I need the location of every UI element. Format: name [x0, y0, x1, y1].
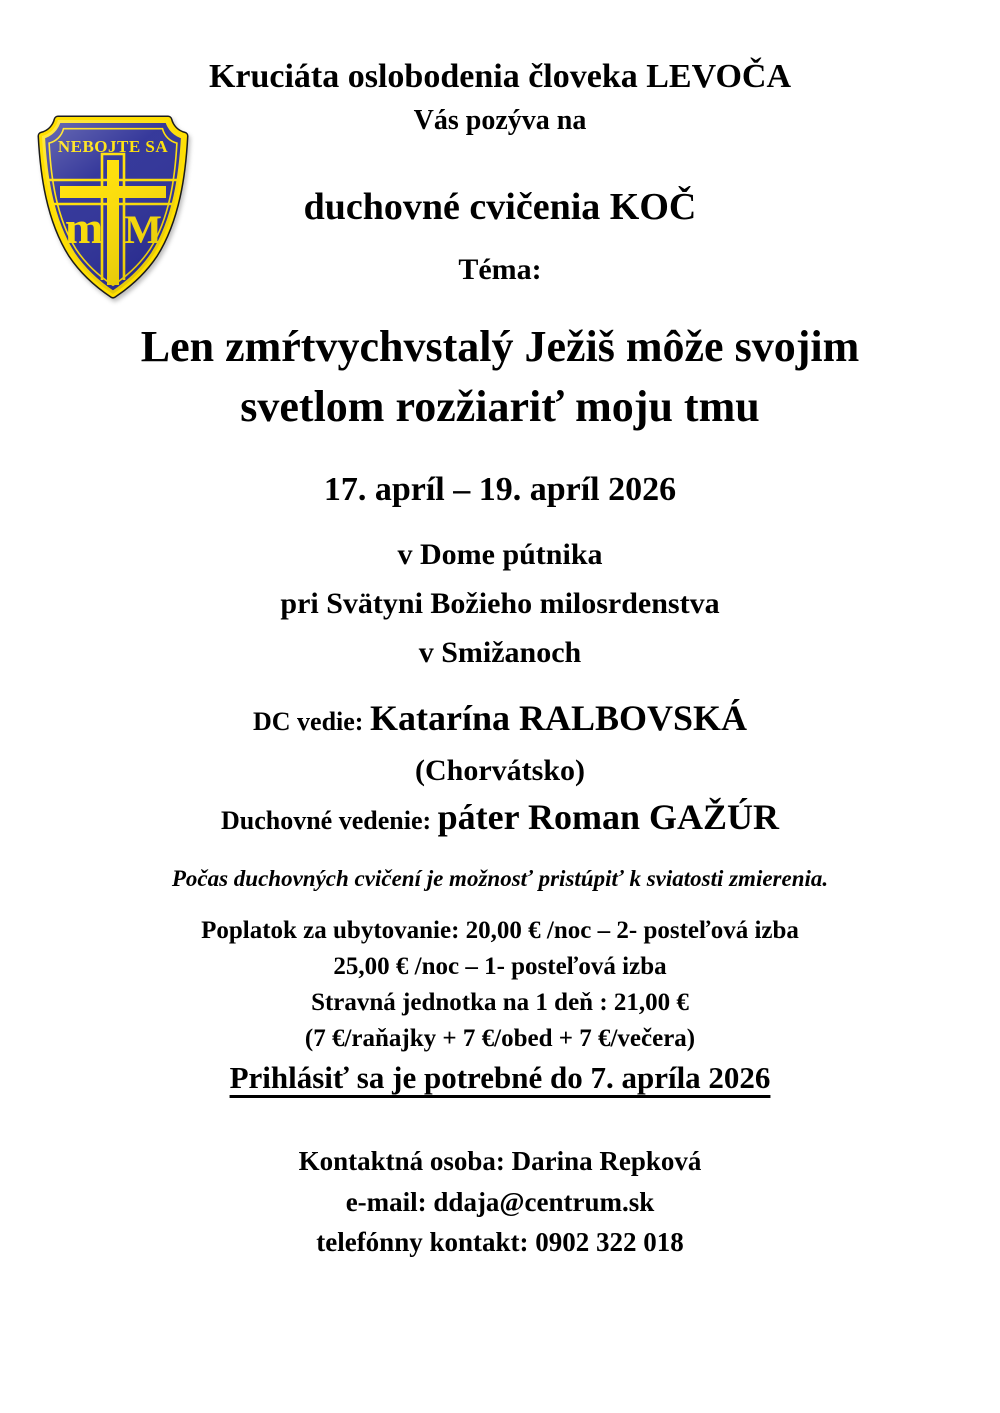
theme-title-line-2: svetlom rozžiariť moju tmu	[240, 382, 760, 431]
registration-deadline: Prihlásiť sa je potrebné do 7. apríla 2026	[229, 1060, 771, 1095]
dc-leader-name: Katarína RALBOVSKÁ	[369, 698, 748, 738]
contact-email: e-mail: ddaja@centrum.sk	[345, 1187, 655, 1217]
fee-line-1: Poplatok za ubytovanie: 20,00 € /noc – 2- posteľová izba	[201, 917, 799, 944]
fee-line-3: Stravná jednotka na 1 deň : 21,00 €	[311, 989, 689, 1016]
theme-label: Téma:	[458, 253, 542, 286]
dc-leader-country: (Chorvátsko)	[415, 754, 585, 787]
event-dates: 17. apríl – 19. apríl 2026	[323, 471, 677, 508]
venue-line-3: v Smižanoch	[418, 636, 582, 669]
contact-phone: telefónny kontakt: 0902 322 018	[316, 1227, 684, 1257]
spiritual-leader-line	[0, 797, 1000, 838]
dc-leader-line	[0, 698, 1000, 739]
confession-note: Počas duchovných cvičení je možnosť pristúpiť k sviatosti zmierenia.	[171, 866, 829, 891]
fee-line-2: 25,00 € /noc – 1- posteľová izba	[333, 953, 667, 980]
contact-person: Kontaktná osoba: Darina Repková	[298, 1146, 702, 1176]
fee-line-4: (7 €/raňajky + 7 €/obed + 7 €/večera)	[304, 1025, 696, 1052]
dc-leader-label: DC vedie:	[252, 707, 370, 736]
venue-line-1: v Dome pútnika	[397, 538, 603, 571]
organization-title: Kruciáta oslobodenia človeka LEVOČA	[208, 58, 792, 95]
invitation-line: Vás pozýva na	[413, 105, 587, 136]
theme-title-line-1: Len zmŕtvychvstalý Ježiš môže svojim	[140, 322, 860, 371]
venue-line-2: pri Svätyni Božieho milosrdenstva	[280, 587, 720, 620]
spiritual-leader-label: Duchovné vedenie:	[220, 806, 438, 835]
event-title: duchovné cvičenia KOČ	[303, 186, 697, 228]
spiritual-leader-name: páter Roman GAŽÚR	[437, 797, 779, 837]
